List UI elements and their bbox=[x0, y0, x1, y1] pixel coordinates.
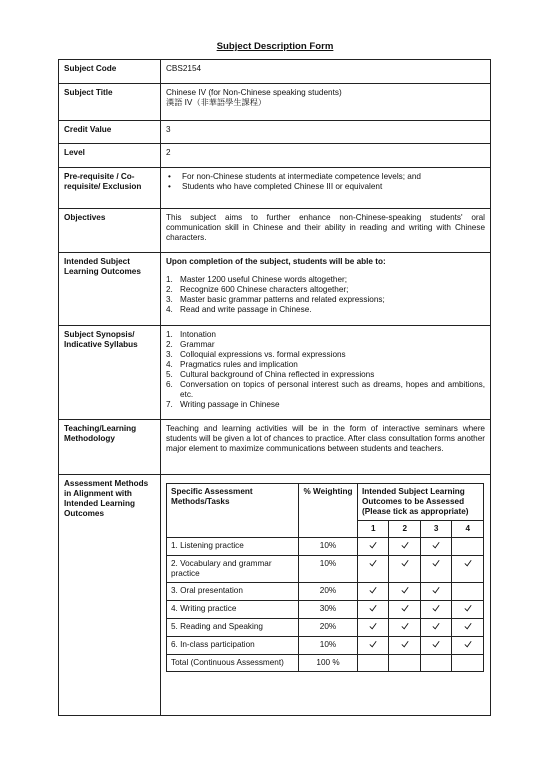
learning-outcome-item: 4. Read and write passage in Chinese. bbox=[166, 305, 312, 314]
checkmark-icon bbox=[369, 560, 377, 569]
checkmark-icon bbox=[464, 560, 472, 569]
checkmark-icon bbox=[401, 623, 409, 632]
row-syllabus bbox=[59, 326, 490, 420]
prerequisite-value bbox=[161, 168, 490, 208]
credit-value-label: Credit Value bbox=[59, 121, 161, 143]
syllabus-item: 3. Colloquial expressions vs. formal expressions bbox=[166, 350, 346, 359]
level-label: Level bbox=[59, 144, 161, 167]
outcome-cell bbox=[452, 601, 484, 619]
outcome-col-header: 3 bbox=[420, 521, 451, 538]
learning-outcomes-heading: Upon completion of the subject, students will be able to: bbox=[166, 257, 386, 266]
assessment-weight: 10% bbox=[299, 637, 358, 655]
outcome-cell bbox=[420, 637, 451, 655]
checkmark-icon bbox=[432, 641, 440, 650]
prerequisite-item: • For non-Chinese students at intermediate competence levels; and bbox=[166, 172, 485, 182]
outcome-cell bbox=[389, 637, 420, 655]
checkmark-icon bbox=[464, 623, 472, 632]
outcome-cell bbox=[358, 637, 389, 655]
prerequisite-label: Pre-requisite / Co-requisite/ Exclusion bbox=[59, 168, 161, 208]
checkmark-icon bbox=[432, 542, 440, 551]
outcome-cell bbox=[358, 601, 389, 619]
learning-outcomes-label: Intended Subject Learning Outcomes bbox=[59, 253, 161, 325]
checkmark-icon bbox=[432, 560, 440, 569]
checkmark-icon bbox=[464, 605, 472, 614]
syllabus-item: 6. Conversation on topics of personal interest such as dreams, hopes and ambitions, etc. bbox=[166, 380, 485, 399]
outcome-cell bbox=[358, 556, 389, 583]
level-value: 2 bbox=[166, 148, 171, 157]
outcome-cell bbox=[420, 583, 451, 601]
objectives-label: Objectives bbox=[59, 209, 161, 252]
row-level bbox=[59, 144, 490, 168]
syllabus-item: 1. Intonation bbox=[166, 330, 216, 339]
row-assessment bbox=[59, 475, 490, 715]
learning-outcome-item: 2. Recognize 600 Chinese characters altogether; bbox=[166, 285, 349, 294]
subject-title-zh: 漢語 IV（非華語學生課程） bbox=[166, 98, 267, 107]
subject-description-table bbox=[58, 59, 491, 716]
checkmark-icon bbox=[401, 542, 409, 551]
checkmark-icon bbox=[464, 641, 472, 650]
assessment-total-weight: 100 % bbox=[299, 655, 358, 672]
outcome-cell bbox=[358, 538, 389, 556]
assessment-row bbox=[167, 583, 484, 601]
checkmark-icon bbox=[369, 542, 377, 551]
assessment-row bbox=[167, 556, 484, 583]
outcome-col-header: 4 bbox=[452, 521, 484, 538]
checkmark-icon bbox=[369, 587, 377, 596]
outcome-cell bbox=[452, 619, 484, 637]
outcome-cell bbox=[420, 619, 451, 637]
assessment-row bbox=[167, 538, 484, 556]
prerequisite-item: • Students who have completed Chinese III or equivalent bbox=[166, 182, 485, 192]
row-teaching-methodology bbox=[59, 420, 490, 475]
outcome-col-header: 2 bbox=[389, 521, 420, 538]
outcome-col-header: 1 bbox=[358, 521, 389, 538]
assessment-task: 1. Listening practice bbox=[167, 538, 299, 556]
syllabus-item: 4. Pragmatics rules and implication bbox=[166, 360, 298, 369]
subject-title-en: Chinese IV (for Non-Chinese speaking students) bbox=[166, 88, 342, 97]
assessment-row bbox=[167, 619, 484, 637]
row-subject-title bbox=[59, 84, 490, 121]
assessment-row bbox=[167, 601, 484, 619]
subject-code-value: CBS2154 bbox=[166, 64, 202, 73]
assessment-weight: 30% bbox=[299, 601, 358, 619]
outcome-cell bbox=[420, 601, 451, 619]
outcome-cell bbox=[389, 619, 420, 637]
row-learning-outcomes bbox=[59, 253, 490, 326]
learning-outcomes-value bbox=[161, 253, 490, 325]
assessment-table bbox=[166, 483, 484, 672]
row-subject-code bbox=[59, 60, 490, 84]
checkmark-icon bbox=[369, 641, 377, 650]
outcome-cell bbox=[452, 556, 484, 583]
assessment-row bbox=[167, 637, 484, 655]
checkmark-icon bbox=[401, 560, 409, 569]
subject-code-label: Subject Code bbox=[59, 60, 161, 83]
assessment-total-label: Total (Continuous Assessment) bbox=[167, 655, 299, 672]
row-objectives bbox=[59, 209, 490, 253]
outcome-cell bbox=[389, 556, 420, 583]
checkmark-icon bbox=[401, 587, 409, 596]
teaching-methodology-label: Teaching/Learning Methodology bbox=[59, 420, 161, 474]
assessment-task: 5. Reading and Speaking bbox=[167, 619, 299, 637]
assessment-weight: 10% bbox=[299, 538, 358, 556]
checkmark-icon bbox=[369, 605, 377, 614]
learning-outcome-item: 1. Master 1200 useful Chinese words altogether; bbox=[166, 275, 348, 284]
assessment-total-row bbox=[167, 655, 484, 672]
syllabus-item: 7. Writing passage in Chinese bbox=[166, 400, 280, 409]
assessment-label: Assessment Methods in Alignment with Intended Learning Outcomes bbox=[59, 475, 161, 715]
assessment-weight: 10% bbox=[299, 556, 358, 583]
subject-title-value bbox=[161, 84, 490, 120]
outcome-cell bbox=[452, 538, 484, 556]
outcome-cell bbox=[420, 538, 451, 556]
outcome-cell bbox=[389, 583, 420, 601]
syllabus-item: 2. Grammar bbox=[166, 340, 215, 349]
checkmark-icon bbox=[432, 623, 440, 632]
outcome-cell bbox=[420, 556, 451, 583]
assessment-weighting-header: % Weighting bbox=[299, 484, 358, 538]
checkmark-icon bbox=[369, 623, 377, 632]
syllabus-label: Subject Synopsis/ Indicative Syllabus bbox=[59, 326, 161, 419]
checkmark-icon bbox=[432, 587, 440, 596]
outcome-cell bbox=[389, 601, 420, 619]
row-credit-value bbox=[59, 121, 490, 144]
row-prerequisite bbox=[59, 168, 490, 209]
assessment-task: 2. Vocabulary and grammar practice bbox=[167, 556, 299, 583]
page-title: Subject Description Form bbox=[216, 41, 334, 52]
assessment-task: 6. In-class participation bbox=[167, 637, 299, 655]
learning-outcome-item: 3. Master basic grammar patterns and related expressions; bbox=[166, 295, 385, 304]
assessment-outcomes-header: Intended Subject Learning Outcomes to be Assessed (Please tick as appropriate) bbox=[358, 484, 484, 521]
outcome-cell bbox=[358, 619, 389, 637]
syllabus-value bbox=[161, 326, 490, 419]
checkmark-icon bbox=[432, 605, 440, 614]
checkmark-icon bbox=[401, 641, 409, 650]
assessment-task: 3. Oral presentation bbox=[167, 583, 299, 601]
assessment-weight: 20% bbox=[299, 619, 358, 637]
objectives-text: This subject aims to further enhance non-Chinese-speaking students' oral communication skill in Chinese and their ability in reading and writing with Chinese characters. bbox=[166, 213, 485, 242]
assessment-task: 4. Writing practice bbox=[167, 601, 299, 619]
syllabus-item: 5. Cultural background of China reflected in expressions bbox=[166, 370, 375, 379]
assessment-methods-header: Specific Assessment Methods/Tasks bbox=[167, 484, 299, 538]
assessment-value bbox=[161, 475, 490, 715]
subject-title-label: Subject Title bbox=[59, 84, 161, 120]
checkmark-icon bbox=[401, 605, 409, 614]
credit-value-value: 3 bbox=[166, 125, 171, 134]
teaching-methodology-text: Teaching and learning activities will be in the form of interactive seminars where students will be given a lot of chances to practice. After class consultation forms another major element to maximize communications between students and teachers. bbox=[166, 424, 485, 453]
outcome-cell bbox=[358, 583, 389, 601]
outcome-cell bbox=[389, 538, 420, 556]
outcome-cell bbox=[452, 637, 484, 655]
outcome-cell bbox=[452, 583, 484, 601]
assessment-weight: 20% bbox=[299, 583, 358, 601]
